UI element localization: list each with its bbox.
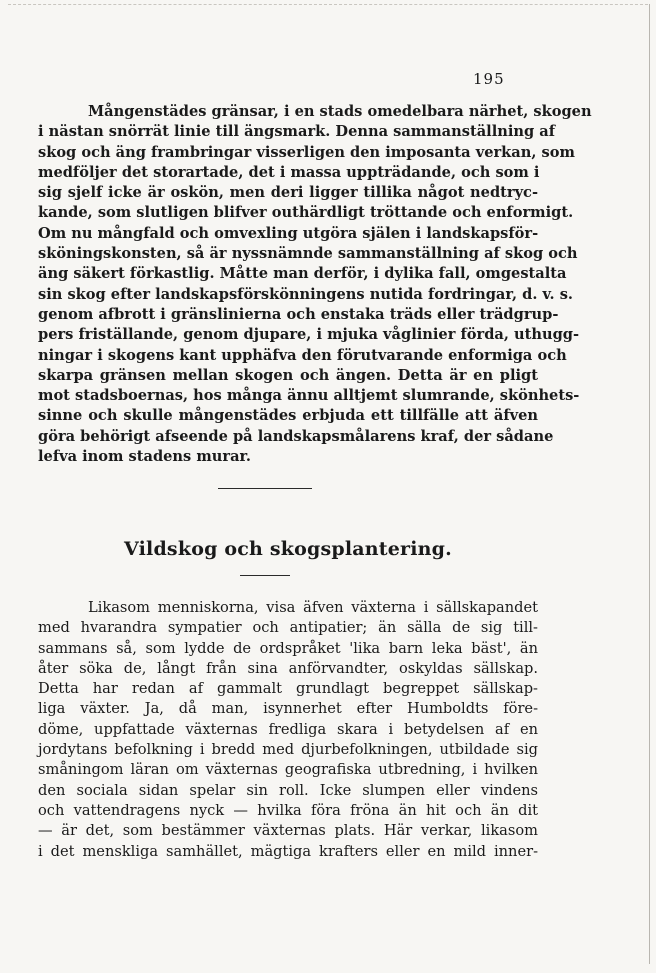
text-line: sinne och skulle mångenstädes erbjuda ett tillfälle att äfven (38, 407, 538, 425)
text-line: sammans så, som lydde de ordspråket 'lika barn leka bäst', än (38, 639, 538, 657)
text-line: Likasom menniskorna, visa äfven växterna i sällskapandet (88, 599, 538, 616)
section-heading: Vildskog och skogsplantering. (124, 538, 452, 560)
text-line: döme, uppfattade växternas fredliga skara i betydelsen af en (38, 720, 538, 738)
text-line: och vattendragens nyck — hvilka föra fröna än hit och än dit (38, 801, 538, 819)
text-line: pers friställande, genom djupare, i mjuka våglinier förda, uthugg- (38, 326, 580, 344)
page-right-edge (649, 4, 650, 964)
text-line: med hvarandra sympatier och antipatier; än sälla de sig till- (38, 619, 538, 637)
text-line: mot stadsboernas, hos många ännu alltjemt slumrande, skönhets- (38, 387, 580, 405)
text-line: jordytans befolkning i bredd med djurbefolkningen, utbildade sig (38, 741, 538, 759)
text-line: åter söka de, långt från sina anförvandter, oskyldas sällskap. (38, 659, 538, 677)
text-line: i det menskliga samhället, mägtiga krafters eller en mild inner- (38, 842, 538, 860)
text-line: äng säkert förkastlig. Måtte man derför, i dylika fall, omgestalta (38, 265, 567, 283)
intro-paragraph (38, 102, 592, 467)
text-line: skarpa gränsen mellan skogen och ängen. Detta är en pligt (38, 366, 538, 384)
text-line: lefva inom stadens murar. (38, 448, 251, 466)
text-line: — är det, som bestämmer växternas plats. Här verkar, likasom (38, 822, 538, 840)
text-line: Mångenstädes gränsar, i en stads omedelbara närhet, skogen (88, 103, 592, 120)
text-line: den sociala sidan spelar sin roll. Icke slumpen eller vindens (38, 781, 538, 799)
text-line: sin skog efter landskapsförskönningens nutida fordringar, d. v. s. (38, 285, 573, 303)
text-line: Detta har redan af gammalt grundlagt begreppet sällskap- (38, 680, 538, 698)
text-line: göra behörigt afseende på landskapsmålarens kraf, der sådane (38, 427, 554, 445)
section-divider-rule (218, 488, 312, 489)
text-line: ningar i skogens kant upphäfva den förutvarande enformiga och (38, 346, 567, 364)
text-line: liga växter. Ja, då man, isynnerhet efter Humboldts före- (38, 700, 538, 718)
page-number: 195 (473, 70, 505, 88)
heading-underline-rule (240, 575, 290, 576)
text-line: småningom läran om växternas geografiska utbredning, i hvilken (38, 761, 538, 779)
text-line: Om nu mångfald och omvexling utgöra själen i landskapsför- (38, 224, 539, 242)
page-top-edge (8, 4, 648, 5)
text-line: i nästan snörrät linie till ängsmark. Denna sammanställning af (38, 123, 556, 141)
text-line: skog och äng frambringar visserligen den imposanta verkan, som (38, 143, 575, 161)
text-line: kande, som slutligen blifver outhärdligt tröttande och enformigt. (38, 204, 574, 222)
text-line: sig sjelf icke är oskön, men deri ligger tillika något nedtryc- (38, 184, 538, 202)
main-paragraph (38, 598, 538, 862)
text-line: genom afbrott i gränslinierna och enstaka träds eller trädgrup- (38, 305, 559, 323)
text-line: medföljer det storartade, det i massa uppträdande, och som i (38, 163, 540, 181)
text-line: sköningskonsten, så är nyssnämnde sammanställning af skog och (38, 245, 578, 263)
